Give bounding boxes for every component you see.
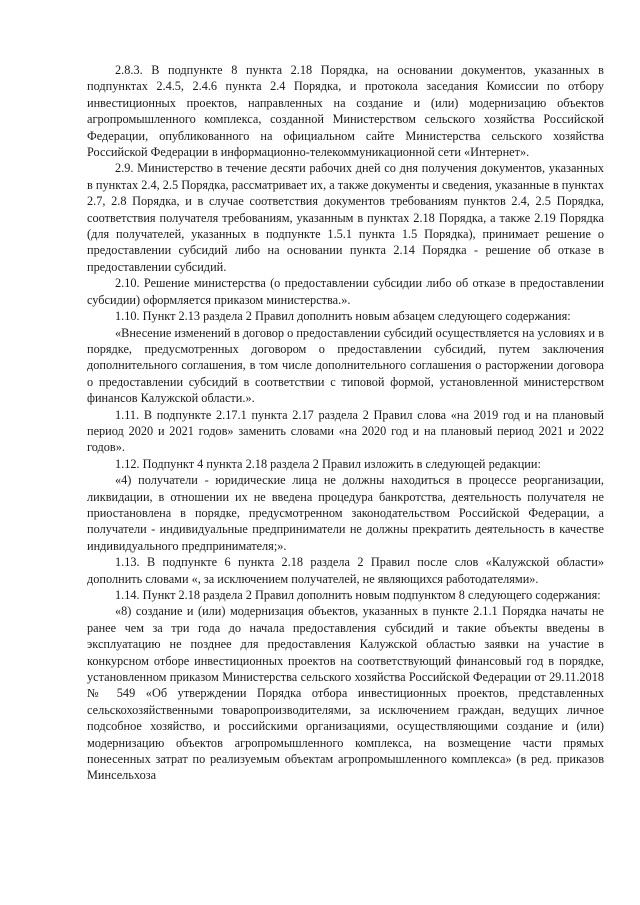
paragraph-1-14-quote: «8) создание и (или) модернизация объектов, указанных в пункте 2.1.1 Порядка начаты не ранее чем за три года до начала предоставления субсидий и такие объекты введены в эксплуатацию не позднее для предоставления Калужской областью заявки на участие в конкурсном отборе инвестиционных проектов на соответствующий финансовый год в порядке, установленном приказом Министерства сельского хозяйства Российской Федерации от 29.11.2018 № 549 «Об утверждении Порядка отбора инвестиционных проектов, представленных сельскохозяйственными товаропроизводителями, за исключением граждан, ведущих личное подсобное хозяйство, и российскими организациями, осуществляющими создание и (или) модернизацию объектов агропромышленного комплекса, на возмещение части прямых понесенных затрат по реализуемым объектам агропромышленного комплекса» (в ред. приказов Минсельхоза bbox=[87, 604, 604, 783]
paragraph-1-14: 1.14. Пункт 2.18 раздела 2 Правил дополнить новым подпунктом 8 следующего содержания: bbox=[115, 588, 601, 602]
paragraph-1-13: 1.13. В подпункте 6 пункта 2.18 раздела 2 Правил после слов «Калужской области» дополнить словами «, за исключением получателей, не являющихся работодателями». bbox=[87, 555, 604, 586]
paragraph-2-10: 2.10. Решение министерства (о предоставлении субсидии либо об отказе в предоставлении субсидии) оформляется приказом министерства.». bbox=[87, 276, 604, 307]
paragraph-2-9: 2.9. Министерство в течение десяти рабочих дней со дня получения документов, указанных в пунктах 2.4, 2.5 Порядка, рассматривает их, а также документы и сведения, указанные в пунктах 2.7, 2.8 Порядка, и в случае соответствия документов требованиям пунктов 2.4, 2.5 Порядка, соответствия получателя требованиям, указанным в пунктах 2.18 Порядка, а также 2.19 Порядка (для получателей, указанных в подпункте 1.5.1 пункта 1.5 Порядка), принимает решение о предоставлении субсидий либо на основании пункта 2.14 Порядка - решение об отказе в предоставлении субсидий. bbox=[87, 161, 604, 274]
paragraph-2-8-3: 2.8.3. В подпункте 8 пункта 2.18 Порядка, на основании документов, указанных в подпунктах 2.4.5, 2.4.6 пункта 2.4 Порядка, и протокола заседания Комиссии по отбору инвестиционных проектов, направленных на создание и (или) модернизацию объектов агропромышленного комплекса, созданной Министерством сельского хозяйства Российской Федерации, опубликованного на официальном сайте Министерства сельского хозяйства Российской Федерации в информационно-телекоммуникационной сети «Интернет». bbox=[87, 63, 604, 160]
paragraph-1-10: 1.10. Пункт 2.13 раздела 2 Правил дополнить новым абзацем следующего содержания: bbox=[115, 309, 571, 324]
paragraph-1-12-quote: «4) получатели - юридические лица не должны находиться в процессе реорганизации, ликвидации, в отношении их не введена процедура банкротства, деятельность получателя не приостановлена в порядке, предусмотренном законодательством Российской Федерации, а получатели - индивидуальные предприниматели не должны прекратить деятельность в качестве индивидуального предпринимателя;». bbox=[87, 473, 604, 553]
paragraph-1-11: 1.11. В подпункте 2.17.1 пункта 2.17 раздела 2 Правил слова «на 2019 год и на плановый период 2020 и 2021 годов» заменить словами «на 2020 год и на плановый период 2021 и 2022 годов». bbox=[87, 407, 604, 455]
paragraph-1-10-quote: «Внесение изменений в договор о предоставлении субсидий осуществляется на условиях и в порядке, предусмотренных договором о предоставлении субсидий, путем заключения дополнительного соглашения, в том числе дополнительного соглашения о расторжении договора о предоставлении субсидий в соответствии с типовой формой, установленной министерством финансов Калужской области.». bbox=[87, 325, 604, 406]
paragraph-1-12: 1.12. Подпункт 4 пункта 2.18 раздела 2 Правил изложить в следующей редакции: bbox=[115, 456, 541, 471]
